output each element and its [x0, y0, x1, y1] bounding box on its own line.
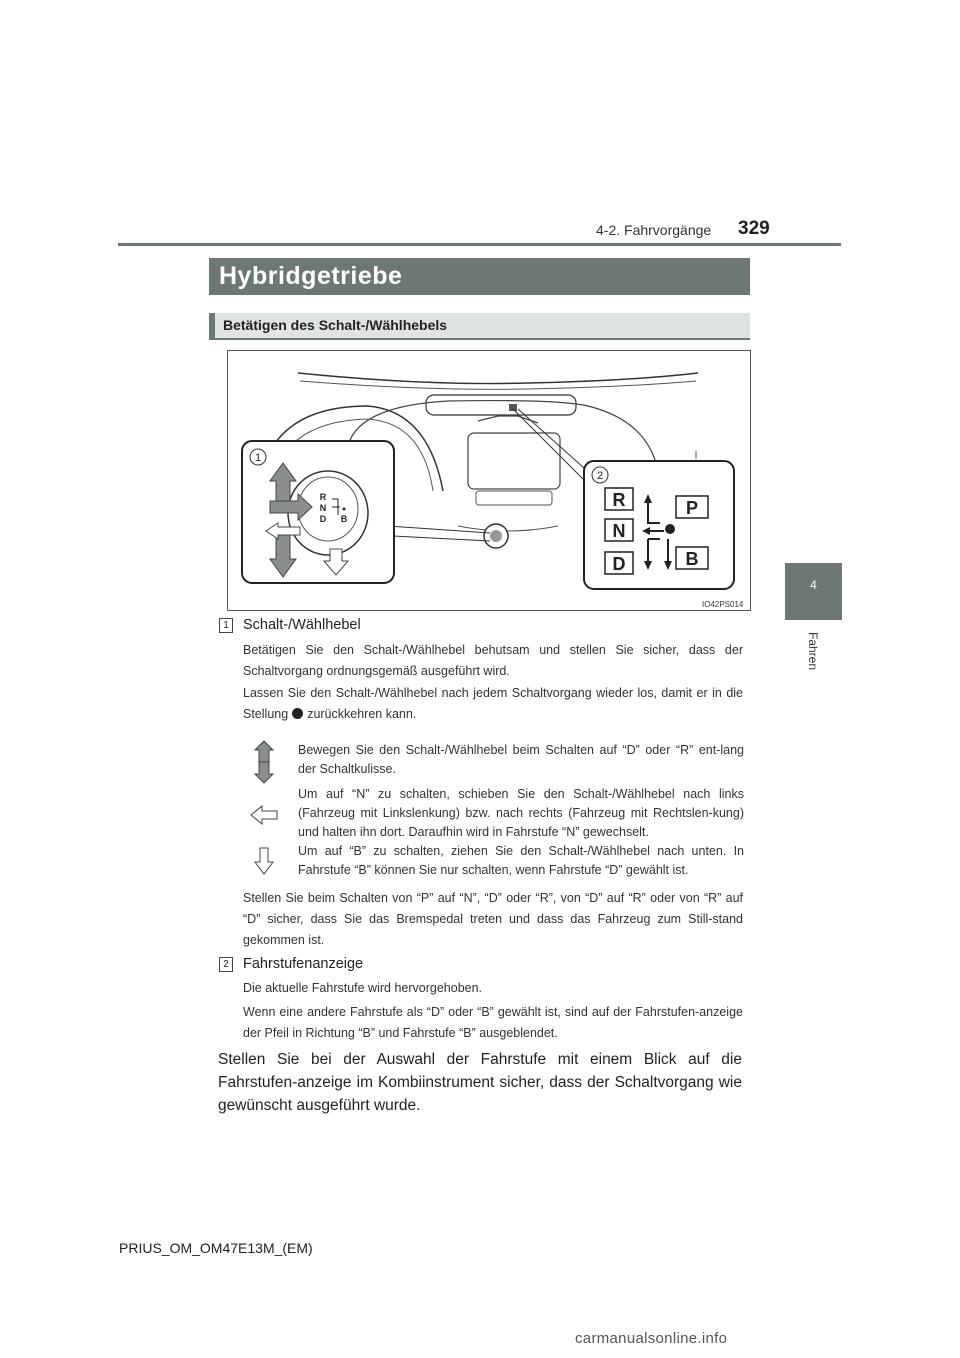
dashboard-illustration — [228, 351, 750, 610]
legend-text-down: Um auf “B” zu schalten, ziehen Sie den Schalt-/Wählhebel nach unten. In Fahrstufe “B” können Sie nur schalten, wenn Fahrstufe “D” gewählt ist. — [298, 844, 744, 877]
page-title-bar — [209, 258, 750, 295]
indicator-n: N — [612, 521, 626, 541]
subheading-marker — [209, 313, 215, 338]
indicator-r: R — [612, 490, 626, 510]
lever-letter-r: R — [319, 492, 327, 502]
closing-paragraph: Stellen Sie bei der Auswahl der Fahrstufe mit einem Blick auf die Fahrstufen-anzeige im Kombiinstrument sicher, dass der Schaltvorgang wie gewünscht ausgeführt wurde. — [218, 1051, 742, 1114]
callout-2: 2 — [596, 470, 604, 482]
item-number-1: 1 — [219, 618, 233, 633]
item1-paragraph-2-a: Lassen Sie den Schalt-/Wählhebel nach jedem Schaltvorgang wieder los, damit er in die Stellung — [243, 686, 743, 721]
lever-letter-b: B — [340, 514, 348, 524]
chapter-tab: 4 — [785, 563, 842, 620]
item2-paragraph-1: Die aktuelle Fahrstufe wird hervorgehoben. — [243, 981, 483, 995]
header-rule — [118, 243, 841, 246]
lever-letter-n: N — [319, 503, 327, 513]
watermark: carmanualsonline.info — [575, 1330, 728, 1347]
item1-paragraph-3: Stellen Sie beim Schalten von “P” auf “N”, “D” oder “R”, von “D” auf “R” oder von “R” auf “D” sicher, dass Sie das Bremspedal treten und dass das Fahrzeug zum Still-stand gekommen ist. — [243, 891, 743, 947]
footer-document-code: PRIUS_OM_OM47E13M_(EM) — [119, 1240, 313, 1256]
indicator-p: P — [685, 498, 699, 518]
item2-paragraph-2: Wenn eine andere Fahrstufe als “D” oder “B” gewählt ist, sind auf der Fahrstufen-anzeige der Pfeil in Richtung “B” und Fahrstufe “B” ausgeblendet. — [243, 1005, 743, 1040]
indicator-b: B — [685, 549, 699, 569]
figure-code: IO42PS014 — [702, 600, 744, 609]
item-title-shift-lever: Schalt-/Wählhebel — [243, 617, 361, 633]
chapter-label — [784, 628, 842, 674]
item1-paragraph-2 — [243, 683, 743, 725]
home-position-dot-icon — [292, 708, 303, 719]
legend-text-up-down: Bewegen Sie den Schalt-/Wählhebel beim Schalten auf “D” oder “R” ent-lang der Schaltkulisse. — [298, 743, 744, 776]
item-title-gear-indicator: Fahrstufenanzeige — [243, 956, 364, 972]
subheading-bar — [209, 313, 750, 340]
up-down-arrows-icon — [250, 740, 278, 784]
legend-text-left: Um auf “N” zu schalten, schieben Sie den Schalt-/Wählhebel nach links (Fahrzeug mit Linkslenkung) bzw. nach rechts (Fahrzeug mit Rechtslen-kung) und halten ihn dort. Daraufhin wird in Fahrstufe “N” gewechselt. — [298, 787, 744, 839]
subheading: Betätigen des Schalt-/Wählhebels — [223, 317, 448, 333]
indicator-d: D — [612, 554, 626, 574]
item-number-2: 2 — [219, 957, 233, 972]
chapter-label-text: Fahren — [806, 631, 820, 671]
lever-letter-d: D — [319, 514, 327, 524]
page-title: Hybridgetriebe — [219, 262, 403, 290]
section-reference: 4-2. Fahrvorgänge — [596, 222, 712, 238]
illustration-frame — [227, 350, 751, 611]
callout-1: 1 — [254, 452, 262, 464]
page-number: 329 — [738, 218, 770, 239]
left-arrow-icon — [250, 805, 278, 825]
item1-paragraph-2-b: zurückkehren kann. — [307, 707, 417, 721]
down-arrow-icon — [254, 847, 274, 875]
item1-paragraph-1: Betätigen Sie den Schalt-/Wählhebel behutsam und stellen Sie sicher, dass der Schaltvorgang ordnungsgemäß ausgeführt wird. — [243, 643, 743, 678]
